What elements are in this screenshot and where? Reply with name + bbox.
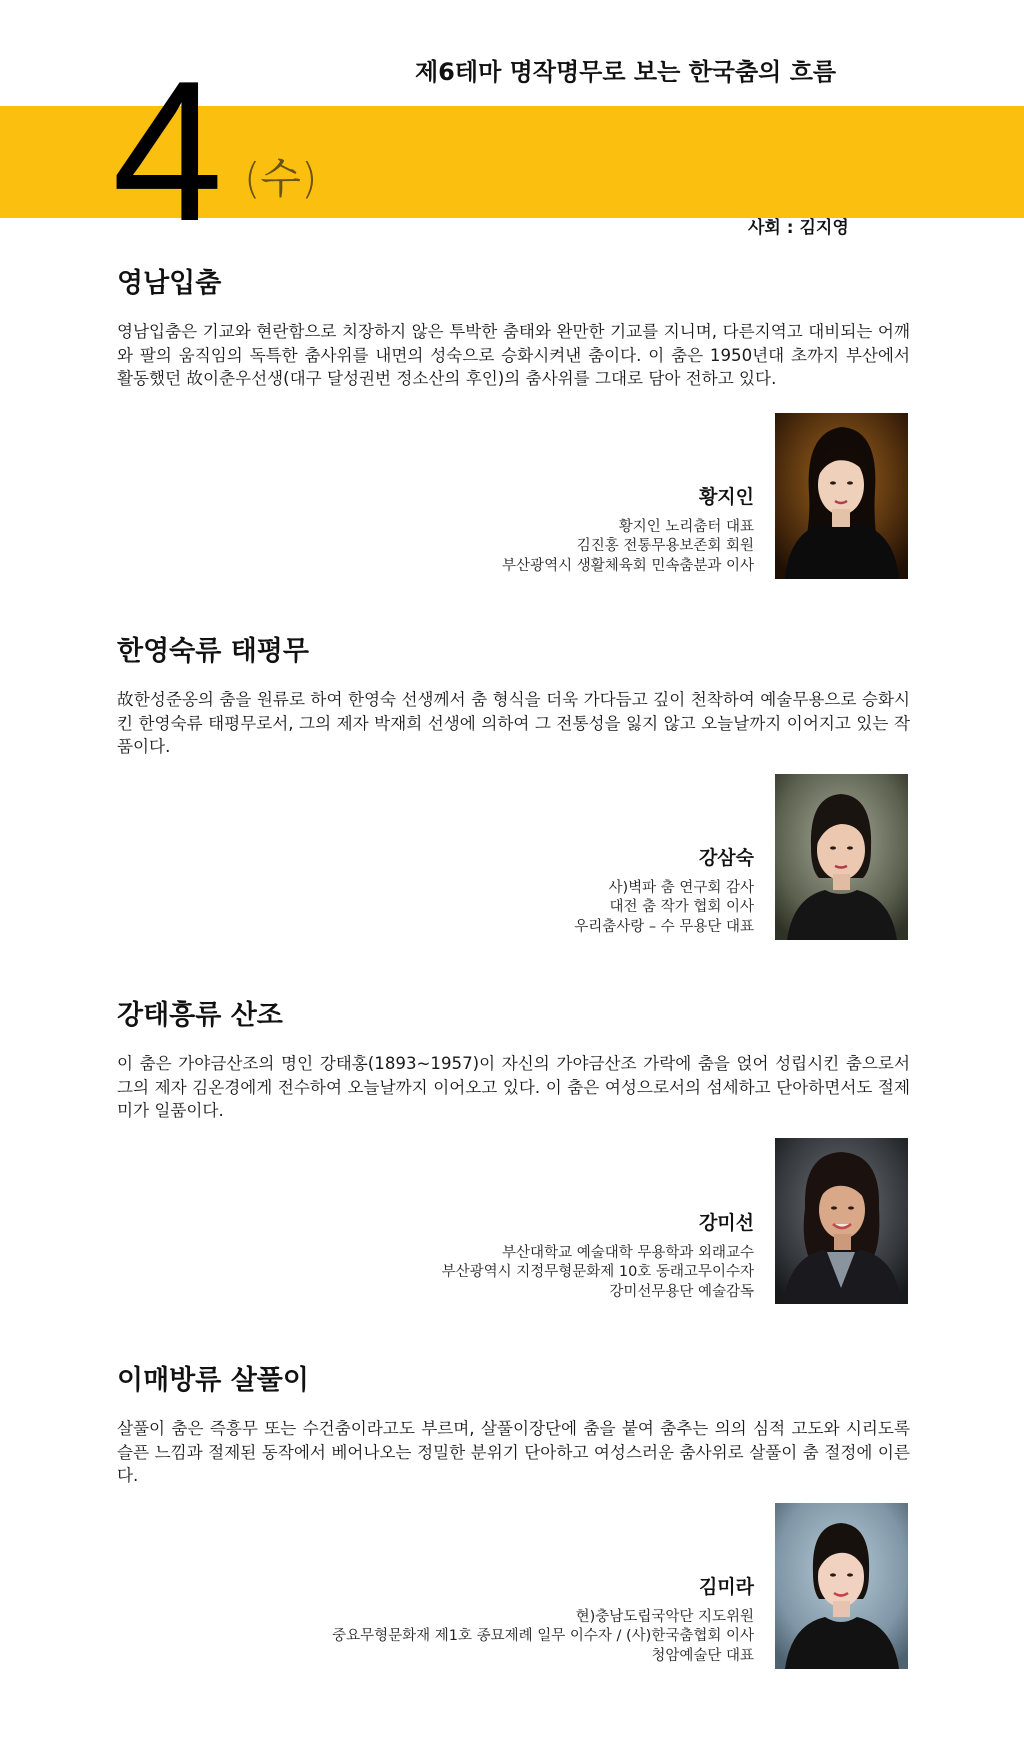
performer-role: 현)충남도립국악단 지도위원 bbox=[575, 1608, 754, 1625]
performer-role: 대전 춤 작가 협회 이사 bbox=[609, 899, 754, 916]
performer-portrait-photo bbox=[775, 1503, 908, 1669]
day-weekday: (수) bbox=[244, 154, 318, 203]
section-title: 한영숙류 태평무 bbox=[117, 636, 309, 667]
day-number: 4 bbox=[112, 40, 220, 263]
performer-name: 강미선 bbox=[698, 1212, 754, 1234]
performer-role: 우리춤사랑 – 수 무용단 대표 bbox=[574, 918, 754, 935]
performer-info bbox=[332, 1575, 754, 1666]
performer-role: 청암예술단 대표 bbox=[651, 1647, 754, 1664]
performer-role: 중요무형문화재 제1호 종묘제례 일무 이수자 / (사)한국춤협회 이사 bbox=[332, 1628, 754, 1645]
performer-info bbox=[442, 1211, 754, 1302]
performer-role: 김진홍 전통무용보존회 회원 bbox=[576, 538, 754, 555]
performer-role: 강미선무용단 예술감독 bbox=[609, 1283, 754, 1300]
performer-info bbox=[574, 846, 754, 937]
section-title: 영남입춤 bbox=[117, 268, 222, 299]
performer-portrait-photo bbox=[775, 774, 908, 940]
performer-role: 사)벽파 춤 연구회 감사 bbox=[608, 879, 754, 896]
section-description: 이 춤은 가야금산조의 명인 강태홍(1893~1957)이 자신의 가야금산조 가락에 춤을 얹어 성립시킨 춤으로서 그의 제자 김온경에게 전수하여 오늘날까지 이어오고 있다. 이 춤은 여성으로서의 섬세하고 단아하면서도 절제미가 일품이다. bbox=[117, 1054, 910, 1120]
theme-title: 제6테마 명작명무로 보는 한국춤의 흐름 bbox=[415, 58, 837, 86]
section-title: 이매방류 살풀이 bbox=[117, 1365, 309, 1396]
moderator-label: 사회 : 김지영 bbox=[748, 218, 849, 238]
performer-role: 부산광역시 생활체육회 민속춤분과 이사 bbox=[502, 557, 754, 574]
performer-name: 강삼숙 bbox=[698, 847, 754, 869]
performer-name: 황지인 bbox=[698, 486, 754, 508]
performer-role: 부산광역시 지정무형문화제 10호 동래고무이수자 bbox=[441, 1264, 754, 1281]
performer-info bbox=[502, 485, 754, 576]
performer-name: 김미라 bbox=[698, 1576, 754, 1598]
performer-portrait-photo bbox=[775, 1138, 908, 1304]
section-title: 강태흥류 산조 bbox=[117, 1000, 283, 1031]
section-description: 살풀이 춤은 즉흥무 또는 수건춤이라고도 부르며, 살풀이장단에 춤을 붙여 춤추는 의의 심적 고도와 시리도록 슬픈 느낌과 절제된 동작에서 베어나오는 정밀한 분위기 단아하고 여성스러운 춤사위로 살풀이 춤 절정에 이른다. bbox=[117, 1419, 910, 1485]
section-description: 영남입춤은 기교와 현란함으로 치장하지 않은 투박한 춤태와 완만한 기교를 지니며, 다른지역고 대비되는 어깨와 팔의 움직임의 독특한 춤사위를 내면의 성숙으로 승화시켜낸 춤이다. 이 춤은 1950년대 초까지 부산에서 활동했던 故이춘우선생(대구 달성권번 정소산의 후인)의 춤사위를 그대로 담아 전하고 있다. bbox=[117, 322, 910, 388]
performer-portrait-photo bbox=[775, 413, 908, 579]
section-description: 故한성준옹의 춤을 원류로 하여 한영숙 선생께서 춤 형식을 더욱 가다듬고 깊이 천착하여 예술무용으로 승화시킨 한영숙류 태평무로서, 그의 제자 박재희 선생에 의하여 그 전통성을 잃지 않고 오늘날까지 이어지고 있는 작품이다. bbox=[117, 690, 910, 756]
performer-role: 황지인 노리춤터 대표 bbox=[618, 518, 754, 535]
performer-role: 부산대학교 예술대학 무용학과 외래교수 bbox=[502, 1244, 754, 1261]
